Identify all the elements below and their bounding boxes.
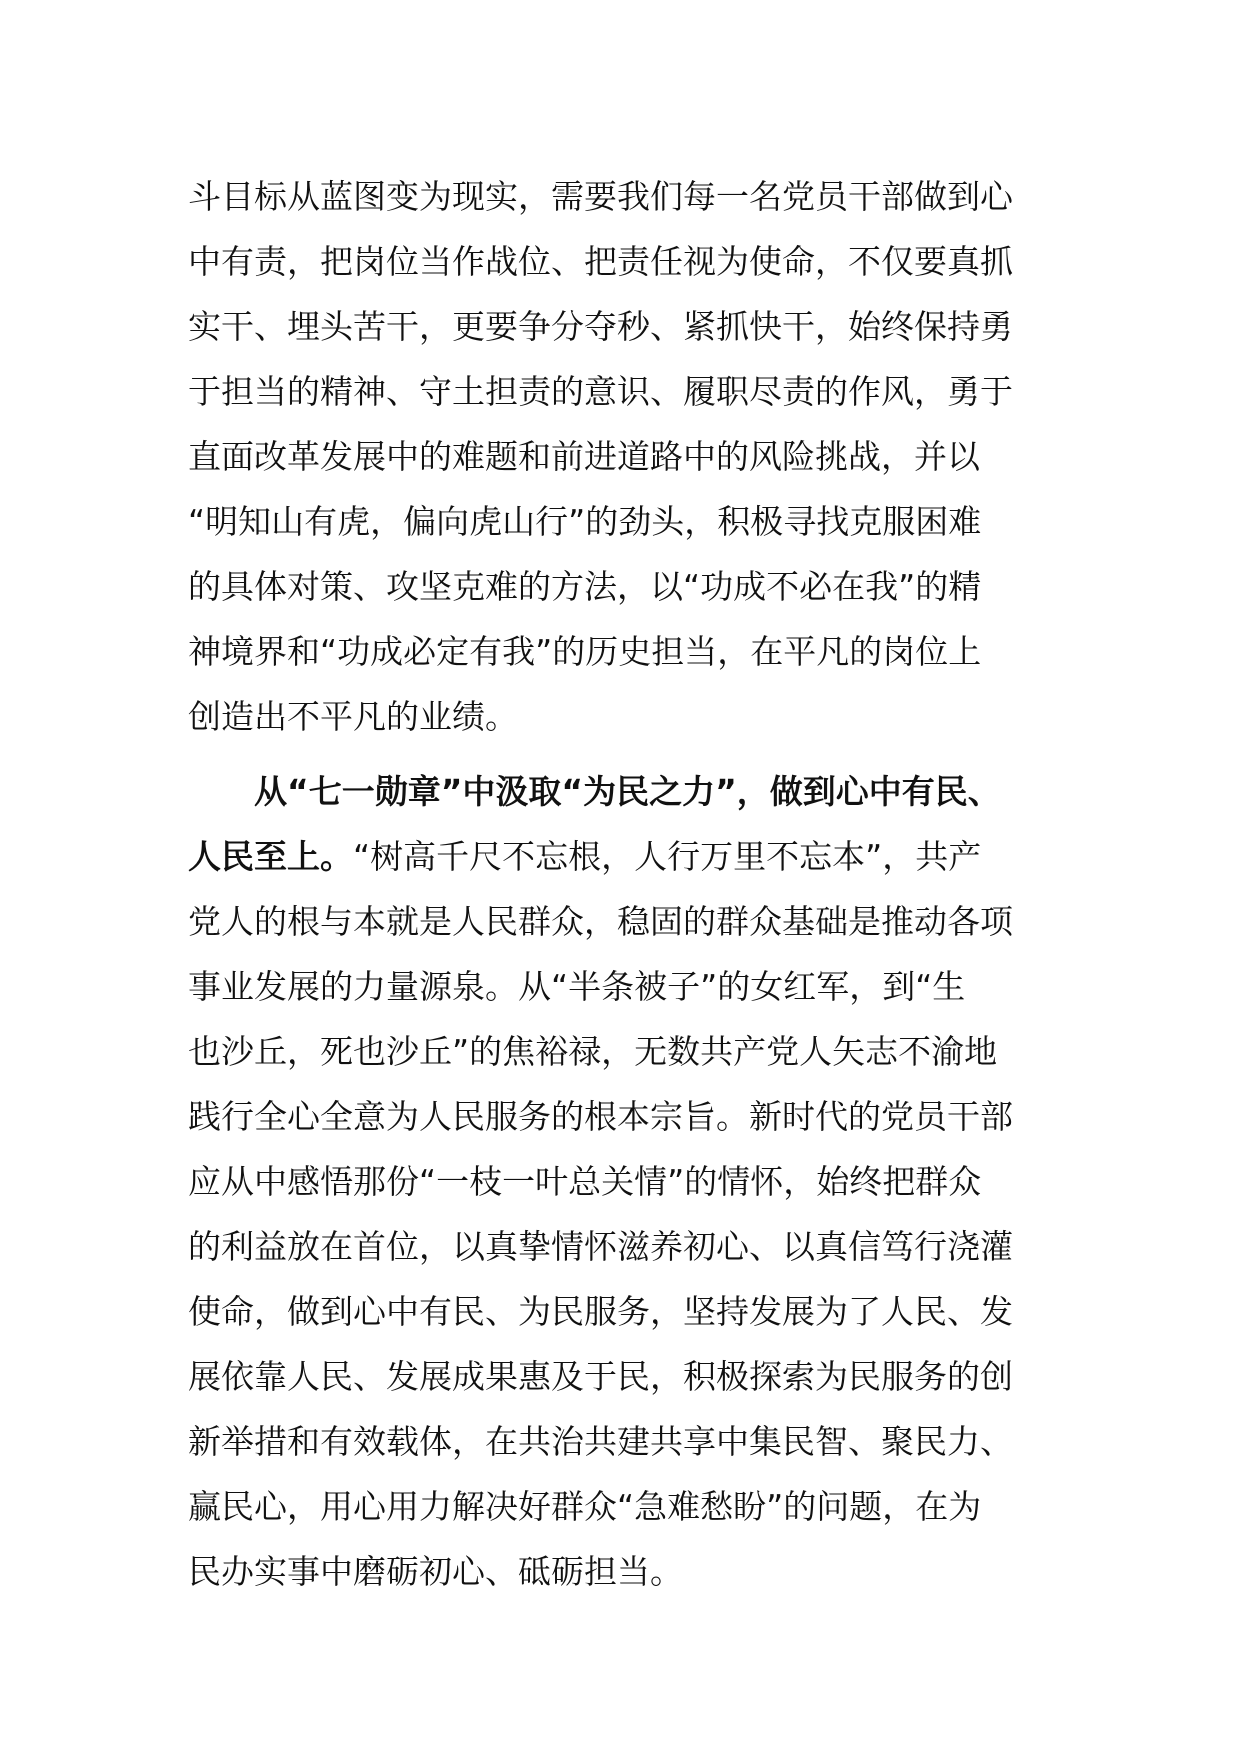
text-line: 斗目标从蓝图变为现实，需要我们每一名党员干部做到心 xyxy=(188,177,1013,216)
text-line: 应从中感悟那份“一枝一叶总关情”的情怀，始终把群众 xyxy=(188,1162,982,1201)
text-line: 神境界和“功成必定有我”的历史担当，在平凡的岗位上 xyxy=(188,632,982,671)
text-line: “明知山有虎，偏向虎山行”的劲头，积极寻找克服困难 xyxy=(188,502,982,541)
text-line: 使命，做到心中有民、为民服务，坚持发展为了人民、发 xyxy=(188,1292,1013,1331)
paragraph-2 xyxy=(188,759,1068,1604)
text-line: 的具体对策、攻坚克难的方法，以“功成不必在我”的精 xyxy=(188,567,982,606)
text-line: 实干、埋头苦干，更要争分夺秒、紧抓快干，始终保持勇 xyxy=(188,307,1013,346)
text-line xyxy=(188,824,1068,889)
document-body xyxy=(188,164,1068,1604)
text-line: 的利益放在首位，以真挚情怀滋养初心、以真信笃行浇灌 xyxy=(188,1227,1013,1266)
text-line-rest: “树高千尺不忘根，人行万里不忘本”，共产 xyxy=(353,837,982,876)
text-line: 创造出不平凡的业绩。 xyxy=(188,697,518,736)
text-line: 民办实事中磨砺初心、砥砺担当。 xyxy=(188,1552,683,1591)
section-heading-end: 人民至上。 xyxy=(188,837,353,876)
text-line: 赢民心，用心用力解决好群众“急难愁盼”的问题，在为 xyxy=(188,1487,982,1526)
text-line: 直面改革发展中的难题和前进道路中的风险挑战，并以 xyxy=(188,437,980,476)
text-line: 于担当的精神、守土担责的意识、履职尽责的作风，勇于 xyxy=(188,372,1013,411)
text-line: 新举措和有效载体，在共治共建共享中集民智、聚民力、 xyxy=(188,1422,1013,1461)
text-line: 党人的根与本就是人民群众，稳固的群众基础是推动各项 xyxy=(188,902,1013,941)
text-line: 也沙丘，死也沙丘”的焦裕禄，无数共产党人矢志不渝地 xyxy=(188,1032,998,1071)
paragraph-1 xyxy=(188,164,1068,749)
text-line: 事业发展的力量源泉。从“半条被子”的女红军，到“生 xyxy=(188,967,966,1006)
text-line: 中有责，把岗位当作战位、把责任视为使命，不仅要真抓 xyxy=(188,242,1013,281)
paragraph-spacer xyxy=(188,749,1068,759)
section-heading-line: 从“七一勋章”中汲取“为民之力”，做到心中有民、 xyxy=(254,772,1001,811)
text-line: 践行全心全意为人民服务的根本宗旨。新时代的党员干部 xyxy=(188,1097,1013,1136)
text-line: 展依靠人民、发展成果惠及于民，积极探索为民服务的创 xyxy=(188,1357,1013,1396)
